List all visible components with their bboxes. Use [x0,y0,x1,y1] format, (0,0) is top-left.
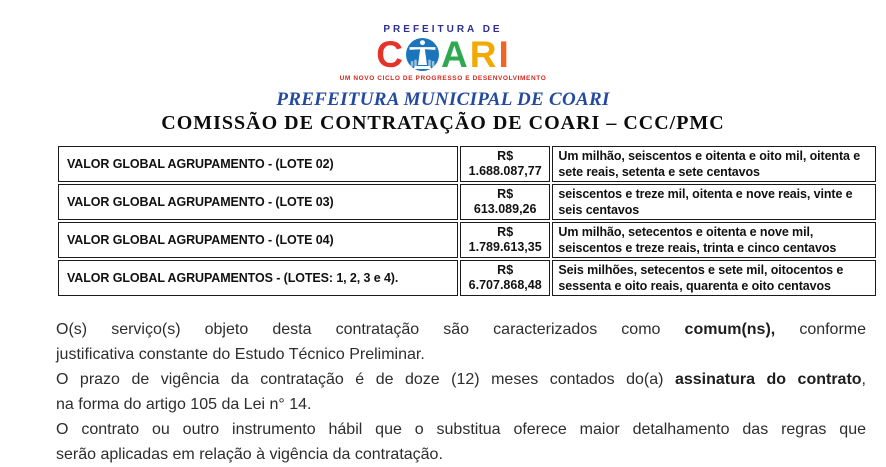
logo-tagline: UM NOVO CICLO DE PROGRESSO E DESENVOLVIMENTO [339,75,547,82]
amount-value: 1.688.087,77 [468,164,542,178]
body-line-text: , [861,371,866,388]
body-line-bold: assinatura do contrato [674,371,862,388]
amount-value: 1.789.613,35 [468,240,542,254]
row-label: VALOR GLOBAL AGRUPAMENTO - (LOTE 04) [58,222,458,258]
logo-letter-a: A [440,34,469,75]
table-row [58,184,876,220]
row-amount [460,260,550,296]
table-row [58,260,876,296]
currency-symbol: R$ [497,225,514,239]
christ-the-redeemer-icon [406,38,439,71]
row-label: VALOR GLOBAL AGRUPAMENTO - (LOTE 03) [58,184,458,220]
coari-logo [0,36,886,73]
row-amount [460,222,550,258]
org-name: PREFEITURA MUNICIPAL DE COARI [276,89,610,110]
logo-letter-i: I [498,34,510,75]
body-line [56,442,866,467]
body-line [56,392,866,417]
body-line-text: O prazo de vigência da contratação é de doze (12) meses contados do(a) [56,371,675,388]
body-line [56,317,866,342]
body-line [56,417,866,442]
body-line-bold: comum(ns), [684,321,776,338]
row-label: VALOR GLOBAL AGRUPAMENTOS - (LOTES: 1, 2, 3 e 4). [58,260,458,296]
logo-letter-c: C [376,34,404,75]
body-line-text: O contrato ou outro instrumento hábil que o substitua oferece maior detalhamento das regras que [56,421,866,438]
amount-in-words: Seis milhões, setecentos e sete mil, oitocentos e sessenta e oito reais, quarenta e oito centavos [552,260,876,296]
table-row [58,222,876,258]
global-values-table [56,144,878,298]
row-amount [460,184,550,220]
currency-symbol: R$ [497,263,514,277]
body-line-text: justificativa constante do Estudo Técnico Preliminar. [56,346,425,363]
logo-letter-r: R [469,34,498,75]
body-line-text: serão aplicadas em relação à vigência da contratação. [56,446,443,463]
body-line [56,342,866,367]
table-row [58,146,876,182]
body-line-text: conforme [775,321,867,338]
row-label: VALOR GLOBAL AGRUPAMENTO - (LOTE 02) [58,146,458,182]
row-amount [460,146,550,182]
amount-value: 613.089,26 [473,202,537,216]
body-text [56,317,866,467]
doc-title: COMISSÃO DE CONTRATAÇÃO DE COARI – CCC/PMC [161,112,725,134]
currency-symbol: R$ [497,187,514,201]
amount-in-words: seiscentos e treze mil, oitenta e nove reais, vinte e seis centavos [552,184,876,220]
letterhead [0,0,886,135]
body-line [56,367,866,392]
body-line-text: na forma do artigo 105 da Lei n° 14. [56,396,312,413]
amount-in-words: Um milhão, seiscentos e oitenta e oito mil, oitenta e sete reais, setenta e sete centavos [552,146,876,182]
amount-value: 6.707.868,48 [468,278,542,292]
logo-top-text: PREFEITURA DE [383,24,503,35]
amount-in-words: Um milhão, setecentos e oitenta e nove mil, seiscentos e treze reais, trinta e cinco centavos [552,222,876,258]
currency-symbol: R$ [497,149,514,163]
body-line-text: O(s) serviço(s) objeto desta contratação são caracterizados como [56,321,685,338]
